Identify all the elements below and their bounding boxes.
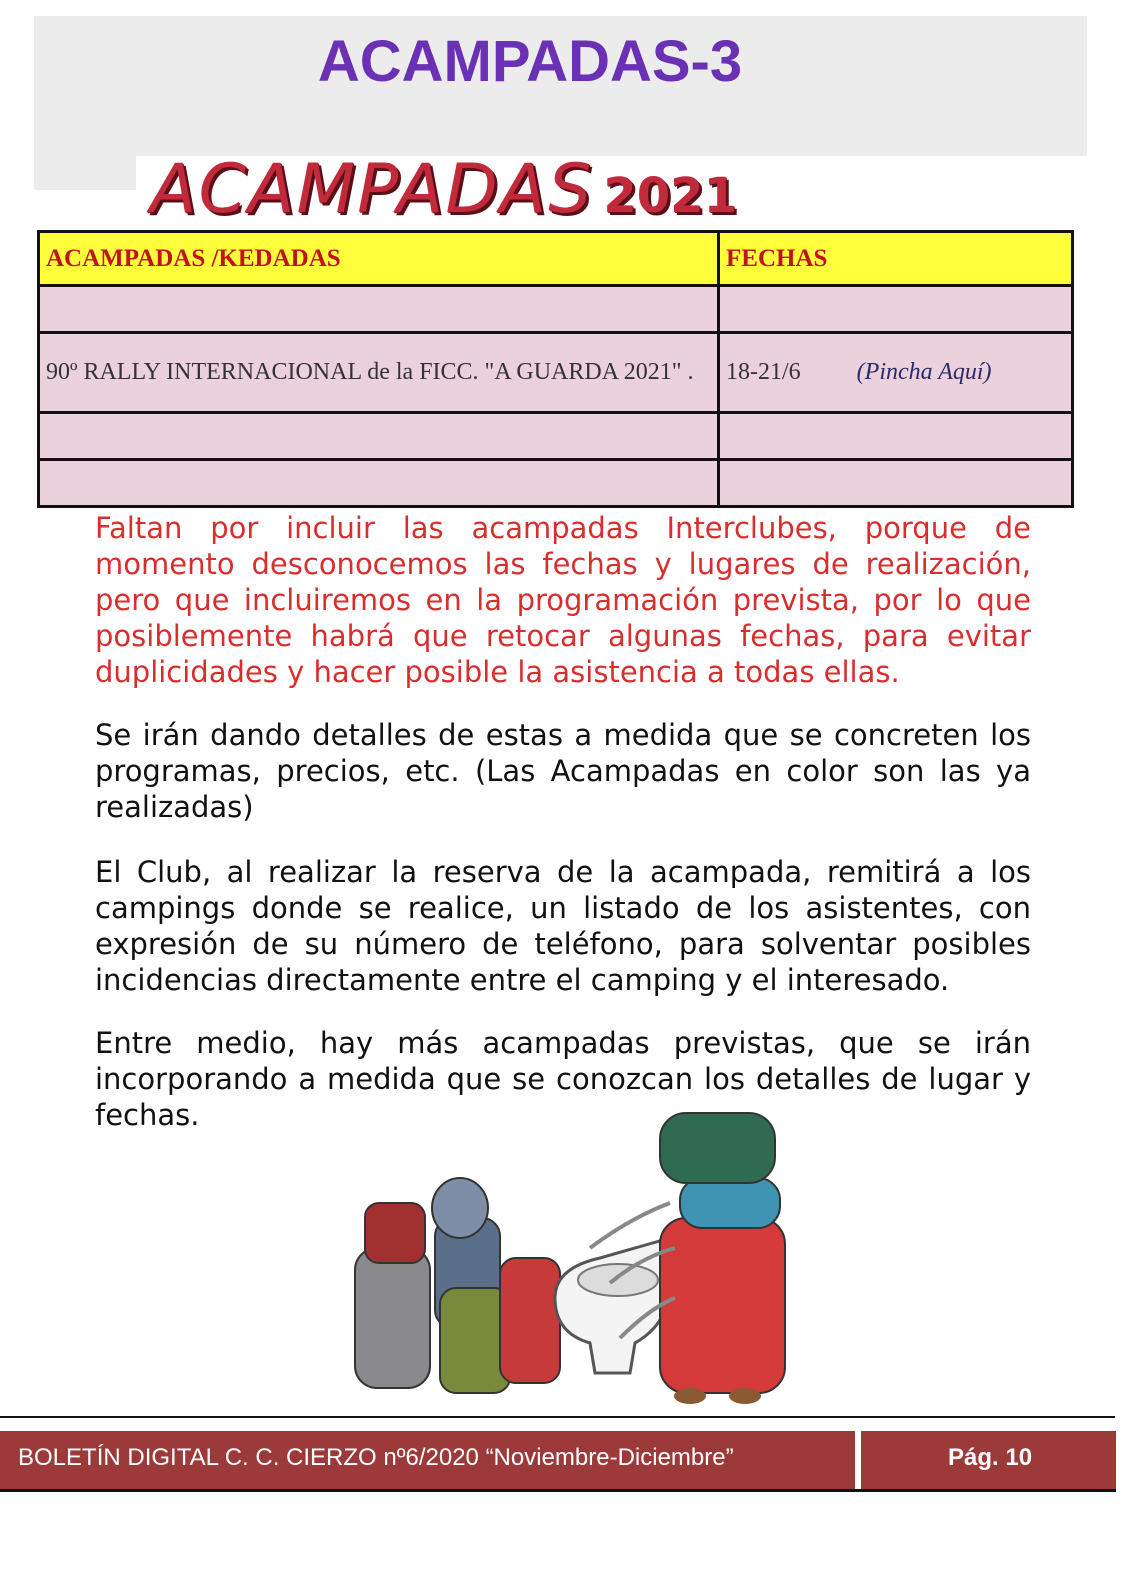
date-cell	[719, 286, 1073, 333]
event-cell	[39, 459, 719, 506]
header-dates: FECHAS	[719, 232, 1073, 286]
table-row	[39, 412, 1073, 459]
page-title: ACAMPADAS-3	[317, 29, 743, 94]
footer-rule	[0, 1416, 1115, 1418]
paragraph-reservation: El Club, al realizar la reserva de la acampada, remitirá a los campings donde se realice, un listado de los asistentes, con expresión de su número de teléfono, para solventar posibles incidencias directamente entre el camping y el interesado.	[95, 855, 1031, 997]
banner-word: ACAMPADAS	[150, 150, 594, 229]
footer-page-number: Pág. 10	[948, 1444, 1033, 1471]
table-header-row	[39, 232, 1073, 286]
backpacks-illustration-icon	[340, 1108, 800, 1408]
banner-year: 2021	[603, 168, 737, 224]
date-cell	[719, 333, 1073, 413]
schedule-table	[37, 230, 1074, 508]
date-cell	[719, 412, 1073, 459]
footer-bar	[0, 1431, 1116, 1492]
event-cell	[39, 412, 719, 459]
footer-separator	[855, 1431, 861, 1489]
table-row	[39, 333, 1073, 413]
date-value: 18-21/6	[726, 359, 801, 386]
acampadas-banner	[150, 150, 850, 234]
paragraph-details: Se irán dando detalles de estas a medida que se concreten los programas, precios, etc. (Las Acampadas en color son las ya realizadas)	[95, 718, 1031, 824]
date-cell	[719, 459, 1073, 506]
paragraph-interclubs: Faltan por incluir las acampadas Interclubes, porque de momento desconocemos las fechas y lugares de realización, pero que incluiremos en la programación prevista, por lo que posiblemente habrá que retocar algunas fechas, para evitar duplicidades y hacer posible la asistencia a todas ellas.	[95, 511, 1031, 689]
table-row	[39, 459, 1073, 506]
event-cell: 90º RALLY INTERNACIONAL de la FICC. "A GUARDA 2021" .	[39, 333, 719, 413]
header-band-notch	[34, 156, 136, 190]
table-row	[39, 286, 1073, 333]
info-link[interactable]: (Pincha Aquí)	[856, 359, 992, 386]
footer-publication: BOLETÍN DIGITAL C. C. CIERZO nº6/2020 “Noviembre-Diciembre”	[18, 1444, 734, 1471]
header-events: ACAMPADAS /KEDADAS	[39, 232, 719, 286]
event-cell	[39, 286, 719, 333]
paragraph-more-camps: Entre medio, hay más acampadas previstas, que se irán incorporando a medida que se conozcan los detalles de lugar y fechas.	[95, 1026, 1031, 1132]
